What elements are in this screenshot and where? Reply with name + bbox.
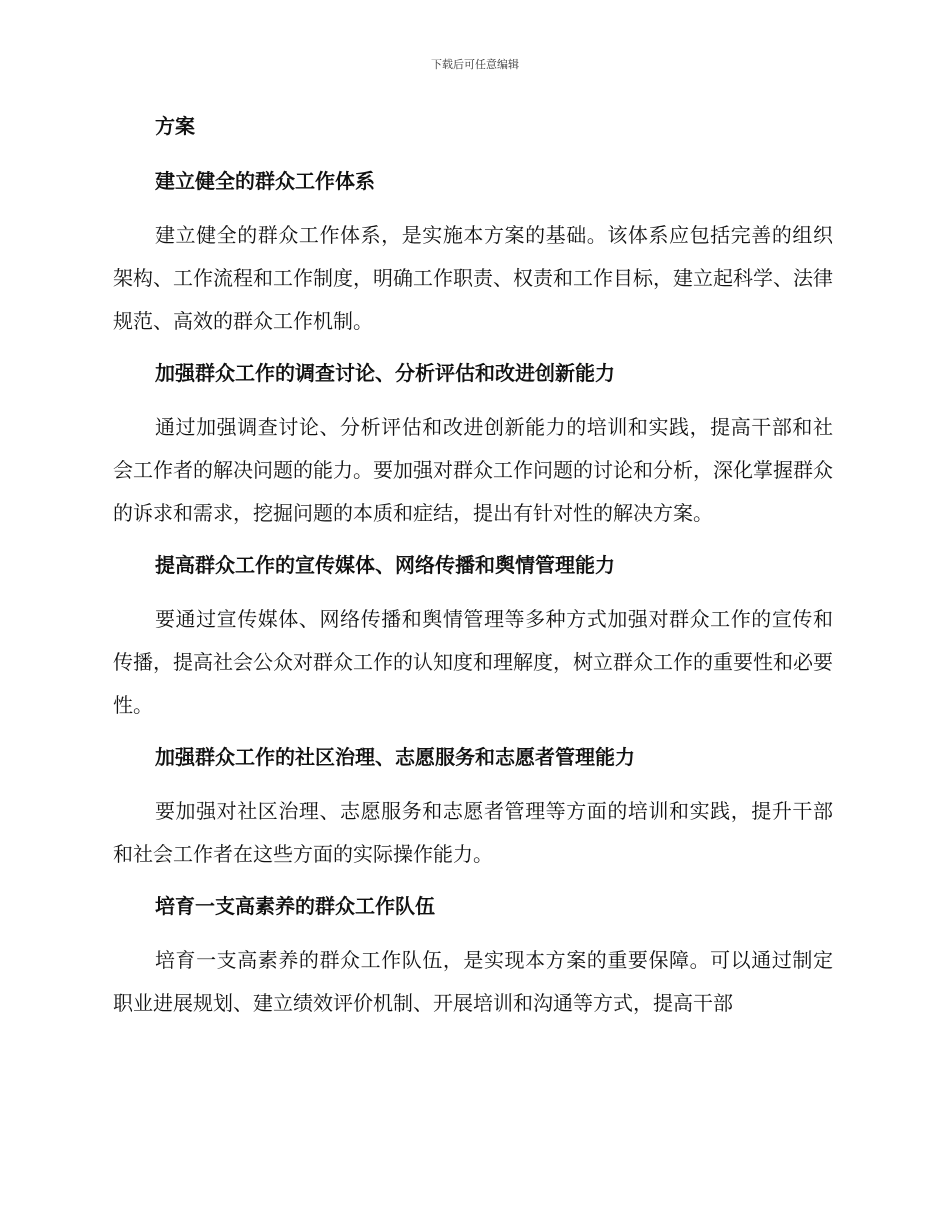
document-body <box>113 108 833 1037</box>
section-paragraph: 通过加强调查讨论、分析评估和改进创新能力的培训和实践，提高干部和社会工作者的解决问题的能力。要加强对群众工作问题的讨论和分析，深化掌握群众的诉求和需求，挖掘问题的本质和症结，提出有针对性的解决方案。 <box>113 415 833 525</box>
page-header: 下载后可任意编辑 <box>431 58 519 71</box>
section-paragraph: 要通过宣传媒体、网络传播和舆情管理等多种方式加强对群众工作的宣传和传播，提高社会公众对群众工作的认知度和理解度，树立群众工作的重要性和必要性。 <box>113 607 833 717</box>
section-heading: 加强群众工作的调查讨论、分析评估和改进创新能力 <box>155 361 615 385</box>
section-heading: 加强群众工作的社区治理、志愿服务和志愿者管理能力 <box>155 745 635 769</box>
section-heading: 培育一支高素养的群众工作队伍 <box>155 894 435 918</box>
document-title: 方案 <box>155 114 195 138</box>
section-paragraph: 要加强对社区治理、志愿服务和志愿者管理等方面的培训和实践，提升干部和社会工作者在这些方面的实际操作能力。 <box>113 799 833 866</box>
section-heading: 建立健全的群众工作体系 <box>155 169 375 193</box>
section-paragraph: 建立健全的群众工作体系，是实施本方案的基础。该体系应包括完善的组织架构、工作流程和工作制度，明确工作职责、权责和工作目标，建立起科学、法律规范、高效的群众工作机制。 <box>113 223 833 333</box>
section-heading: 提高群众工作的宣传媒体、网络传播和舆情管理能力 <box>155 553 615 577</box>
section-paragraph: 培育一支高素养的群众工作队伍，是实现本方案的重要保障。可以通过制定职业进展规划、建立绩效评价机制、开展培训和沟通等方式，提高干部 <box>113 948 833 1015</box>
